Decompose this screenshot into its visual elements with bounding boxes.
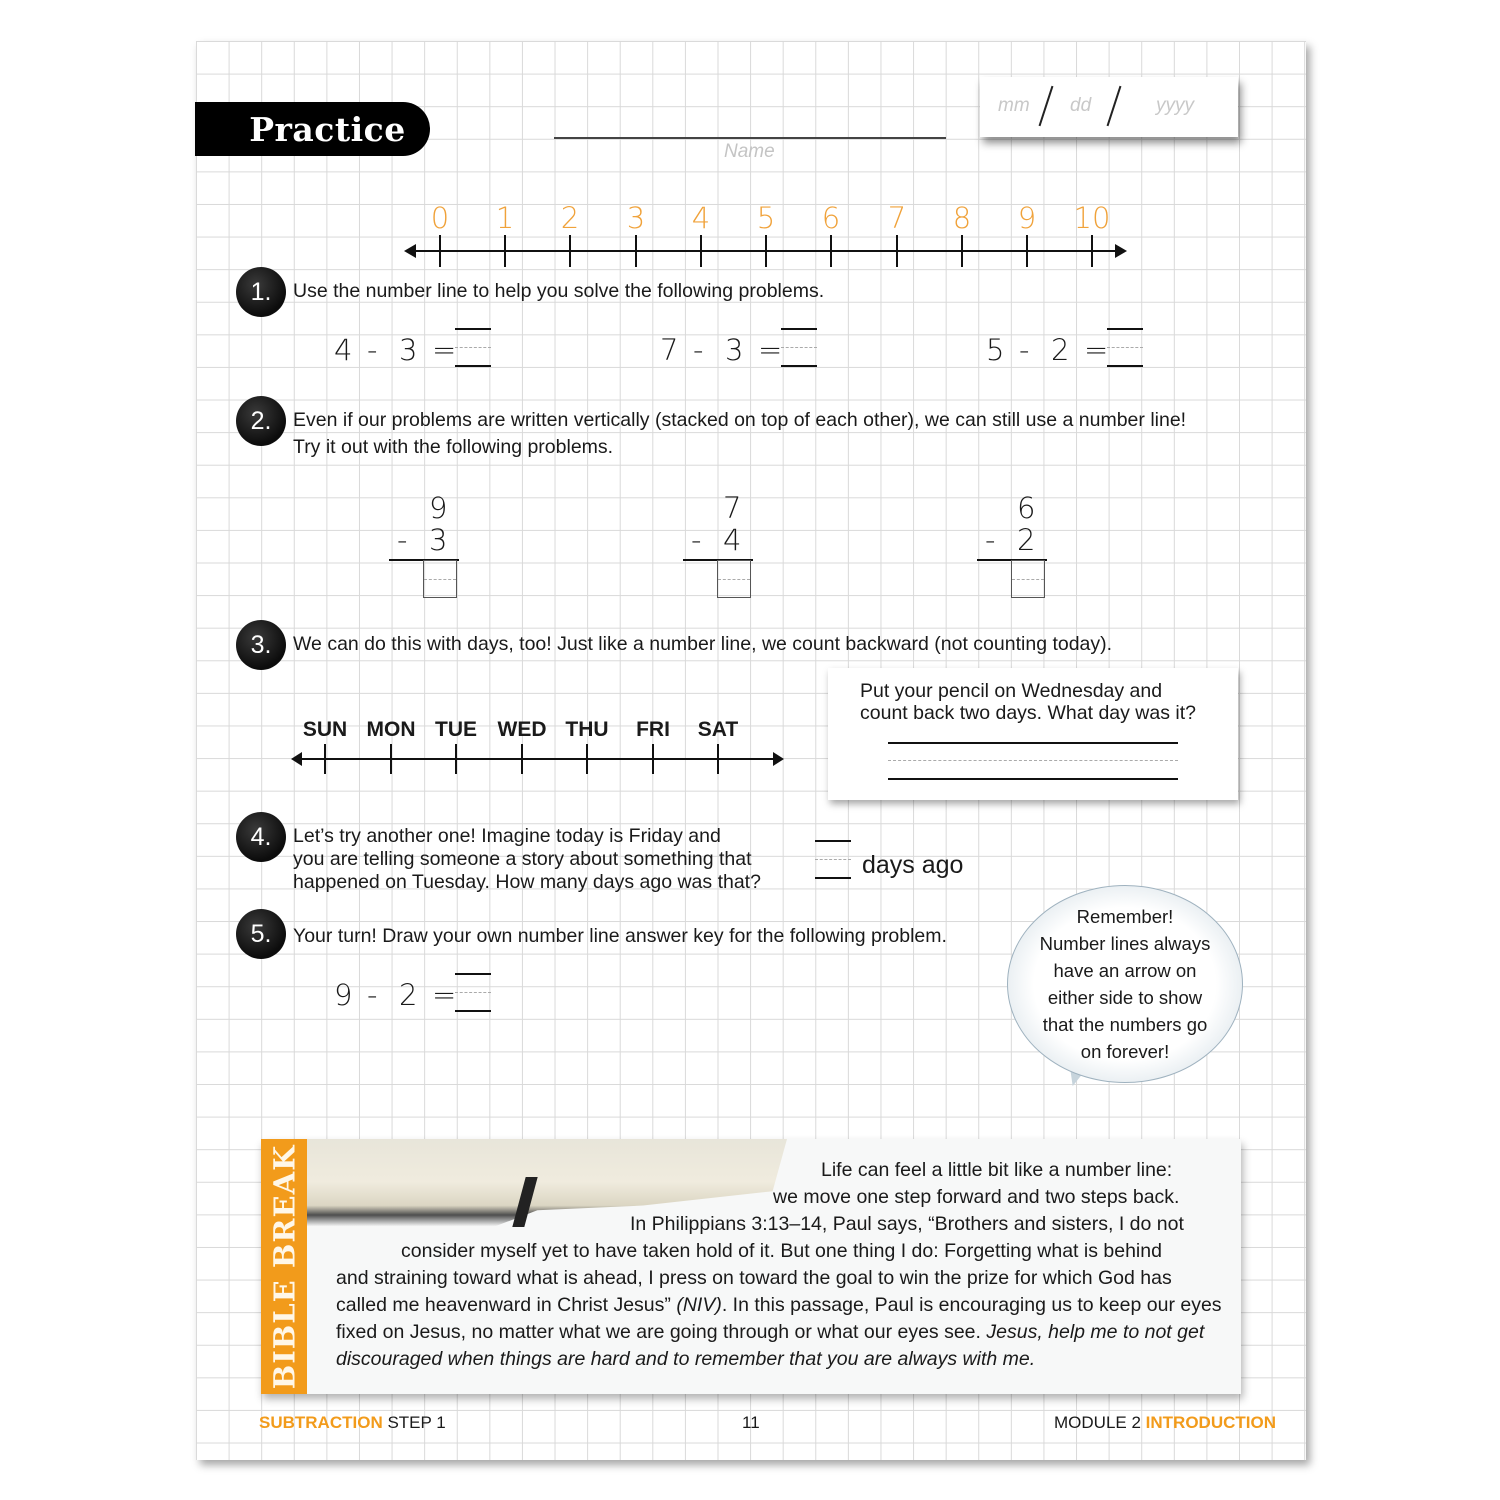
vertical-problem-b: 7 - 4 [683, 491, 755, 601]
equation-1c: 5 - 2 = [986, 333, 1109, 367]
date-separator [1039, 86, 1054, 127]
question-number-badge: 1. [236, 267, 286, 317]
day-label: THU [565, 718, 609, 741]
name-input-line[interactable] [554, 137, 946, 139]
tick [439, 235, 441, 267]
equation-5: 9 - 2 = [334, 978, 457, 1012]
bible-break-tab: BIBLE BREAK [261, 1139, 307, 1394]
answer-line[interactable] [888, 778, 1178, 780]
question-4-text: Let’s try another one! Imagine today is Friday and you are telling someone a story about something that happened on Tuesday. How many days ago was that? [293, 825, 761, 893]
reminder-speech-bubble: Remember! Number lines always have an arrow on either side to show that the numbers go on forever! [1007, 885, 1243, 1083]
date-separator [1107, 86, 1122, 127]
date-day-placeholder: dd [1070, 95, 1092, 116]
number-label: 1 [495, 201, 515, 235]
question-number-badge: 3. [236, 620, 286, 670]
days-axis [295, 758, 781, 760]
answer-box[interactable] [423, 560, 457, 598]
answer-box[interactable] [1011, 560, 1045, 598]
number-label: 4 [691, 201, 711, 235]
day-label: FRI [636, 718, 670, 741]
answer-blank[interactable] [781, 328, 817, 366]
name-label: Name [724, 141, 775, 162]
tick [1026, 235, 1028, 267]
arrow-right-icon [1115, 244, 1127, 258]
question-1-text: Use the number line to help you solve the following problems. [293, 280, 825, 302]
days-ago-label: days ago [862, 851, 964, 879]
tick [830, 235, 832, 267]
question-2-text-line1: Even if our problems are written vertically (stacked on top of each other), we can still use a number line! [293, 409, 1187, 431]
tick [1091, 235, 1093, 267]
question-number-badge: 5. [236, 909, 286, 959]
tick [569, 235, 571, 267]
answer-blank[interactable] [455, 973, 491, 1011]
tick [765, 235, 767, 267]
number-label: 7 [887, 201, 907, 235]
worksheet-page [196, 41, 1306, 1460]
equation-1a: 4 - 3 = [334, 333, 457, 367]
question-number-badge: 4. [236, 812, 286, 862]
number-label: 8 [952, 201, 972, 235]
answer-blank[interactable] [455, 328, 491, 366]
practice-title-tab [195, 102, 430, 156]
vertical-problem-c: 6 - 2 [977, 491, 1049, 601]
day-label: SUN [302, 718, 348, 741]
day-label: TUE [435, 718, 477, 741]
answer-line[interactable] [888, 742, 1178, 744]
number-label: 2 [560, 201, 580, 235]
tick [961, 235, 963, 267]
question-number-badge: 2. [236, 396, 286, 446]
answer-blank[interactable] [815, 840, 851, 878]
day-label: WED [497, 718, 547, 741]
page-title: Practice [249, 109, 406, 149]
question-5-text: Your turn! Draw your own number line answer key for the following problem. [293, 925, 947, 947]
footer-right: MODULE 2 INTRODUCTION [1054, 1413, 1276, 1432]
day-label: SAT [697, 718, 739, 741]
number-label: 0 [430, 201, 450, 235]
number-label: 5 [756, 201, 776, 235]
question-2-text-line2: Try it out with the following problems. [293, 436, 614, 458]
equation-1b: 7 - 3 = [660, 333, 783, 367]
footer-left: SUBTRACTION STEP 1 [259, 1413, 446, 1432]
tick [896, 235, 898, 267]
tick [635, 235, 637, 267]
number-label: 9 [1017, 201, 1037, 235]
page-number: 11 [742, 1413, 760, 1432]
date-year-placeholder: yyyy [1156, 95, 1194, 116]
arrow-right-icon [773, 752, 784, 766]
wednesday-question-card: Put your pencil on Wednesday and count back two days. What day was it? [828, 668, 1238, 800]
answer-box[interactable] [717, 560, 751, 598]
answer-blank[interactable] [1107, 328, 1143, 366]
tick [504, 235, 506, 267]
number-label: 10 [1073, 201, 1111, 235]
day-label: MON [366, 718, 416, 741]
vertical-problem-a: 9 - 3 [389, 491, 461, 601]
number-label: 3 [626, 201, 646, 235]
date-field[interactable] [980, 77, 1238, 137]
date-month-placeholder: mm [998, 95, 1030, 116]
bible-break-panel: BIBLE BREAK Life can feel a little bit like a number line: we move one step forward and two steps back. In Philippians 3:13–14, Paul says, “Brothers and sisters, I do not consider myself yet to have taken hold of it. But one thing I do: Forgetting what is behind and straining toward what is ahead, I press on toward the goal to win the prize for which God has called me heavenward in Christ Jesus” (NIV). In this passage, Paul is encouraging us to keep our eyes fixed on Jesus, no matter what we are going through or what our eyes see. Jesus, help me to not get discouraged when things are hard and to remember that you are always with me. [261, 1139, 1241, 1394]
question-3-text: We can do this with days, too! Just like a number line, we count backward (not counting today). [293, 633, 1113, 655]
tick [700, 235, 702, 267]
number-label: 6 [821, 201, 841, 235]
